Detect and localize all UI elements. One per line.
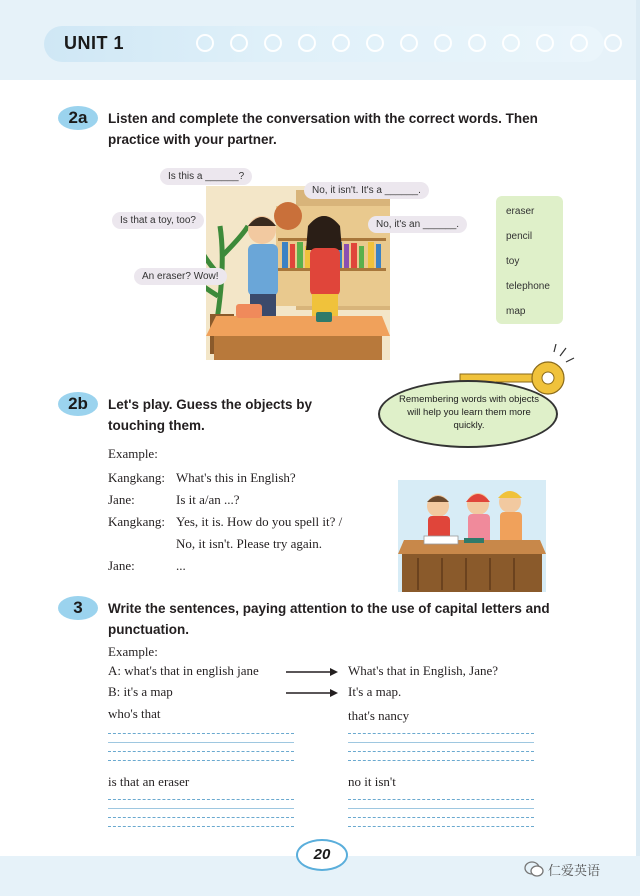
dialogue-line: Is it a/an ...? — [176, 492, 240, 507]
dialogue-speaker: Kangkang: — [108, 470, 166, 485]
decorative-ring-icon — [298, 34, 316, 52]
decorative-ring-icon — [332, 34, 350, 52]
decorative-ring-icon — [502, 34, 520, 52]
writing-line[interactable] — [348, 751, 534, 752]
writing-line[interactable] — [348, 733, 534, 734]
speech-bubble: An eraser? Wow! — [134, 268, 227, 285]
dialogue-line: Yes, it is. How do you spell it? / — [176, 514, 343, 529]
writing-line[interactable] — [348, 808, 534, 809]
writing-line[interactable] — [348, 742, 534, 743]
section-badge-2b: 2b — [58, 392, 98, 416]
dialogue-line: No, it isn't. Please try again. — [176, 536, 323, 551]
decorative-ring-icon — [604, 34, 622, 52]
instruction-2b: Let's play. Guess the objects by touching them. — [108, 397, 313, 433]
speech-bubble: No, it's an ______. — [368, 216, 467, 233]
dialogue-speaker: Kangkang: — [108, 514, 166, 529]
decorative-ring-icon — [196, 34, 214, 52]
writing-line[interactable] — [108, 751, 294, 752]
arrow-right-icon — [286, 687, 338, 699]
unit-title: UNIT 1 — [64, 33, 125, 53]
decorative-ring-icon — [230, 34, 248, 52]
example-label: Example: — [108, 446, 158, 461]
classroom-illustration — [206, 186, 390, 360]
word-box-item: pencil — [506, 231, 533, 242]
section-badge-3: 3 — [58, 596, 98, 620]
writing-line[interactable] — [348, 799, 534, 800]
writing-line[interactable] — [348, 760, 534, 761]
dialogue-speaker: Jane: — [108, 558, 135, 573]
dialogue-line: What's this in English? — [176, 470, 296, 485]
wechat-icon — [524, 860, 544, 878]
dialogue-line: ... — [176, 558, 186, 573]
speech-bubble: Is that a toy, too? — [112, 212, 204, 229]
decorative-ring-icon — [264, 34, 282, 52]
section-badge-2a: 2a — [58, 106, 98, 130]
tip-text: Remembering words with objects will help you learn them more quickly. — [399, 394, 539, 431]
word-box-item: map — [506, 306, 526, 317]
writing-line[interactable] — [108, 799, 294, 800]
writing-prompt: who's that — [108, 706, 161, 721]
word-box-item: eraser — [506, 206, 535, 217]
decorative-ring-icon — [536, 34, 554, 52]
writing-line[interactable] — [108, 826, 294, 827]
instruction-2a: Listen and complete the conversation with the correct words. Then practice with your partner. — [108, 111, 538, 147]
writing-prompt: that's nancy — [348, 708, 410, 723]
watermark: 仁爱英语 — [548, 864, 601, 879]
writing-line[interactable] — [108, 817, 294, 818]
writing-line[interactable] — [108, 808, 294, 809]
speech-bubble: Is this a ______? — [160, 168, 252, 185]
page-edge — [636, 0, 640, 896]
word-box-item: telephone — [506, 281, 550, 292]
word-box-item: toy — [506, 256, 520, 267]
example-corrected: It's a map. — [348, 684, 402, 699]
writing-line[interactable] — [108, 742, 294, 743]
example-label: Example: — [108, 644, 158, 659]
guessing-game-illustration — [398, 480, 546, 592]
example-original: A: what's that in english jane — [108, 663, 259, 678]
instruction-3: Write the sentences, paying attention to the use of capital letters and punctuation. — [108, 601, 550, 637]
speech-bubble: No, it isn't. It's a ______. — [304, 182, 429, 199]
decorative-ring-icon — [570, 34, 588, 52]
dialogue-speaker: Jane: — [108, 492, 135, 507]
page-number: 20 — [296, 839, 348, 871]
decorative-ring-icon — [434, 34, 452, 52]
writing-line[interactable] — [348, 826, 534, 827]
unit-tab — [44, 26, 604, 62]
decorative-ring-icon — [468, 34, 486, 52]
writing-line[interactable] — [108, 760, 294, 761]
writing-prompt: is that an eraser — [108, 774, 190, 789]
arrow-right-icon — [286, 666, 338, 678]
writing-line[interactable] — [108, 733, 294, 734]
writing-prompt: no it isn't — [348, 774, 396, 789]
example-corrected: What's that in English, Jane? — [348, 663, 499, 678]
writing-line[interactable] — [348, 817, 534, 818]
decorative-ring-icon — [400, 34, 418, 52]
decorative-ring-icon — [366, 34, 384, 52]
example-original: B: it's a map — [108, 684, 173, 699]
